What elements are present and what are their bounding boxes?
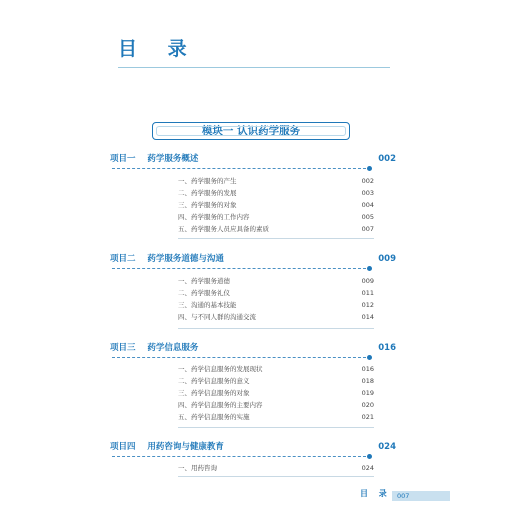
toc-entry[interactable] <box>178 175 374 187</box>
toc-entry[interactable] <box>178 387 374 399</box>
entry-page: 012 <box>361 301 374 309</box>
dashed-leader <box>112 268 366 269</box>
entry-title: 四、药学信息服务的主要内容 <box>178 401 263 409</box>
entry-title: 四、与不同人群的沟通交流 <box>178 313 256 321</box>
module-heading: 模块一 认识药学服务 <box>152 122 350 140</box>
entry-title: 一、用药咨询 <box>178 464 217 472</box>
project-title: 项目三 药学信息服务 <box>110 343 199 353</box>
entry-list <box>178 175 374 235</box>
toc-entry[interactable] <box>178 199 374 211</box>
project-heading[interactable] <box>110 342 396 356</box>
leader-dot <box>367 454 372 459</box>
entry-page: 002 <box>361 177 374 185</box>
toc-entry[interactable] <box>178 399 374 411</box>
toc-entry[interactable] <box>178 287 374 299</box>
toc-entry[interactable] <box>178 311 374 323</box>
project-heading[interactable] <box>110 253 396 267</box>
section-divider <box>178 427 374 428</box>
entry-page: 018 <box>361 377 374 385</box>
entry-page: 024 <box>361 464 374 472</box>
entry-page: 020 <box>361 401 374 409</box>
project-heading[interactable] <box>110 153 396 167</box>
entry-title: 二、药学服务的发展 <box>178 189 237 197</box>
entry-title: 三、沟通的基本技能 <box>178 301 237 309</box>
entry-title: 三、药学信息服务的对象 <box>178 389 250 397</box>
project-page-number: 024 <box>378 442 396 452</box>
toc-entry[interactable] <box>178 411 374 423</box>
entry-page: 009 <box>361 277 374 285</box>
toc-entry[interactable] <box>178 299 374 311</box>
entry-title: 二、药学信息服务的意义 <box>178 377 250 385</box>
project-title: 项目二 药学服务道德与沟通 <box>110 254 224 264</box>
toc-entry[interactable] <box>178 275 374 287</box>
section-divider <box>178 476 374 477</box>
leader-dot <box>367 166 372 171</box>
entry-page: 019 <box>361 389 374 397</box>
entry-page: 014 <box>361 313 374 321</box>
entry-title: 二、药学服务礼仪 <box>178 289 230 297</box>
dashed-leader <box>112 357 366 358</box>
footer-page-number: 007 <box>397 492 410 500</box>
entry-title: 四、药学服务的工作内容 <box>178 213 250 221</box>
project-page-number: 016 <box>378 343 396 353</box>
project-title: 项目四 用药咨询与健康教育 <box>110 442 224 452</box>
entry-page: 007 <box>361 225 374 233</box>
entry-title: 一、药学信息服务的发展现状 <box>178 365 263 373</box>
entry-page: 016 <box>361 365 374 373</box>
entry-list <box>178 363 374 423</box>
leader-dot <box>367 266 372 271</box>
page-title: 目 录 <box>118 38 199 60</box>
section-divider <box>178 328 374 329</box>
entry-page: 021 <box>361 413 374 421</box>
entry-list <box>178 275 374 323</box>
project-heading[interactable] <box>110 441 396 455</box>
entry-title: 三、药学服务的对象 <box>178 201 237 209</box>
toc-entry[interactable] <box>178 223 374 235</box>
footer-label: 目 录 <box>360 489 391 498</box>
project-page-number: 009 <box>378 254 396 264</box>
leader-dot <box>367 355 372 360</box>
toc-entry[interactable] <box>178 375 374 387</box>
project-title: 项目一 药学服务概述 <box>110 154 199 164</box>
entry-title: 五、药学信息服务的实施 <box>178 413 250 421</box>
entry-list <box>178 462 374 474</box>
entry-title: 五、药学服务人员应具备的素质 <box>178 225 269 233</box>
entry-title: 一、药学服务道德 <box>178 277 230 285</box>
toc-entry[interactable] <box>178 187 374 199</box>
dashed-leader <box>112 168 366 169</box>
title-divider <box>118 67 390 68</box>
toc-entry[interactable] <box>178 211 374 223</box>
entry-page: 003 <box>361 189 374 197</box>
section-divider <box>178 238 374 239</box>
entry-page: 004 <box>361 201 374 209</box>
entry-page: 011 <box>361 289 374 297</box>
toc-entry[interactable] <box>178 462 374 474</box>
project-page-number: 002 <box>378 154 396 164</box>
toc-entry[interactable] <box>178 363 374 375</box>
entry-title: 一、药学服务的产生 <box>178 177 237 185</box>
dashed-leader <box>112 456 366 457</box>
entry-page: 005 <box>361 213 374 221</box>
